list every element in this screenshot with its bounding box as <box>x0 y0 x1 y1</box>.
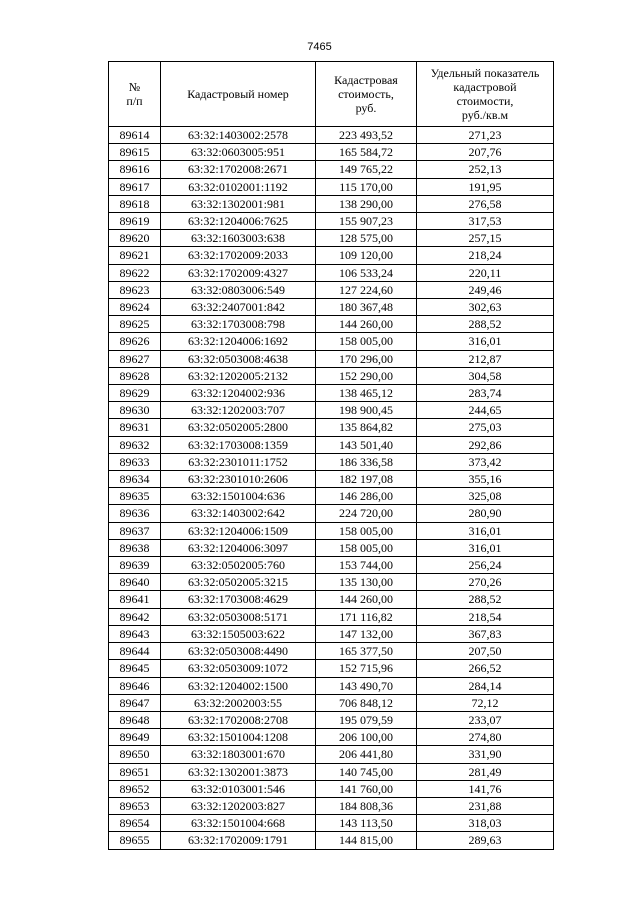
cell-num: 89624 <box>109 299 161 316</box>
cell-num: 89645 <box>109 660 161 677</box>
cell-cadastral-number: 63:32:0603005:951 <box>161 144 316 161</box>
cell-cadastral-value: 158 005,00 <box>316 522 417 539</box>
cell-specific-indicator: 302,63 <box>417 299 554 316</box>
table-header <box>109 62 554 127</box>
cell-cadastral-number: 63:32:1202003:827 <box>161 797 316 814</box>
table-row <box>109 144 554 161</box>
cell-specific-indicator: 325,08 <box>417 488 554 505</box>
cell-cadastral-number: 63:32:1603003:638 <box>161 230 316 247</box>
cell-num: 89616 <box>109 161 161 178</box>
cell-cadastral-number: 63:32:1202005:2132 <box>161 367 316 384</box>
header-line: стоимости, <box>456 94 514 108</box>
cell-num: 89631 <box>109 419 161 436</box>
cell-cadastral-number: 63:32:0503008:4490 <box>161 643 316 660</box>
cell-cadastral-number: 63:32:1204002:936 <box>161 385 316 402</box>
cell-specific-indicator: 218,54 <box>417 608 554 625</box>
cell-specific-indicator: 318,03 <box>417 815 554 832</box>
cell-cadastral-number: 63:32:1702008:2708 <box>161 711 316 728</box>
cell-specific-indicator: 292,86 <box>417 436 554 453</box>
cell-num: 89614 <box>109 127 161 144</box>
table-row <box>109 780 554 797</box>
cell-cadastral-number: 63:32:0502005:3215 <box>161 574 316 591</box>
table-row <box>109 247 554 264</box>
cell-cadastral-number: 63:32:0503008:4638 <box>161 350 316 367</box>
table-row <box>109 230 554 247</box>
cadastral-table <box>108 61 554 850</box>
table-row <box>109 178 554 195</box>
header-specific-indicator <box>417 62 554 127</box>
cell-num: 89621 <box>109 247 161 264</box>
header-line: кадастровой <box>453 80 517 94</box>
cell-specific-indicator: 244,65 <box>417 402 554 419</box>
table-row <box>109 643 554 660</box>
cell-cadastral-value: 143 501,40 <box>316 436 417 453</box>
table-body <box>109 127 554 850</box>
cell-cadastral-value: 144 815,00 <box>316 832 417 849</box>
header-cadastral-value <box>316 62 417 127</box>
cell-cadastral-value: 109 120,00 <box>316 247 417 264</box>
cell-cadastral-number: 63:32:1702009:4327 <box>161 264 316 281</box>
header-row <box>109 62 554 127</box>
cell-num: 89627 <box>109 350 161 367</box>
cell-cadastral-value: 141 760,00 <box>316 780 417 797</box>
cell-specific-indicator: 218,24 <box>417 247 554 264</box>
cell-num: 89630 <box>109 402 161 419</box>
cell-cadastral-number: 63:32:0503009:1072 <box>161 660 316 677</box>
cell-num: 89636 <box>109 505 161 522</box>
cell-num: 89622 <box>109 264 161 281</box>
table-row <box>109 419 554 436</box>
cell-num: 89643 <box>109 625 161 642</box>
cell-cadastral-value: 128 575,00 <box>316 230 417 247</box>
table-row <box>109 625 554 642</box>
table-row <box>109 281 554 298</box>
cell-num: 89623 <box>109 281 161 298</box>
cell-cadastral-number: 63:32:1702009:2033 <box>161 247 316 264</box>
cell-cadastral-number: 63:32:0102001:1192 <box>161 178 316 195</box>
cell-num: 89655 <box>109 832 161 849</box>
cell-specific-indicator: 281,49 <box>417 763 554 780</box>
cell-num: 89628 <box>109 367 161 384</box>
cell-num: 89642 <box>109 608 161 625</box>
cell-specific-indicator: 373,42 <box>417 453 554 470</box>
table-row <box>109 367 554 384</box>
cell-cadastral-number: 63:32:1703008:798 <box>161 316 316 333</box>
cell-specific-indicator: 283,74 <box>417 385 554 402</box>
cell-cadastral-value: 140 745,00 <box>316 763 417 780</box>
cell-cadastral-number: 63:32:1501004:636 <box>161 488 316 505</box>
cell-specific-indicator: 316,01 <box>417 522 554 539</box>
cell-specific-indicator: 355,16 <box>417 471 554 488</box>
cell-specific-indicator: 271,23 <box>417 127 554 144</box>
cell-num: 89635 <box>109 488 161 505</box>
cell-cadastral-number: 63:32:1702009:1791 <box>161 832 316 849</box>
cell-num: 89641 <box>109 591 161 608</box>
cell-specific-indicator: 252,13 <box>417 161 554 178</box>
cell-num: 89652 <box>109 780 161 797</box>
cell-num: 89620 <box>109 230 161 247</box>
cell-cadastral-number: 63:32:0103001:546 <box>161 780 316 797</box>
cell-specific-indicator: 212,87 <box>417 350 554 367</box>
table-row <box>109 471 554 488</box>
header-num <box>109 62 161 127</box>
cell-cadastral-value: 144 260,00 <box>316 316 417 333</box>
cell-cadastral-value: 135 864,82 <box>316 419 417 436</box>
header-line: п/п <box>126 94 143 108</box>
cell-cadastral-value: 152 290,00 <box>316 367 417 384</box>
cell-specific-indicator: 231,88 <box>417 797 554 814</box>
cell-num: 89654 <box>109 815 161 832</box>
cell-cadastral-value: 198 900,45 <box>316 402 417 419</box>
cell-cadastral-value: 706 848,12 <box>316 694 417 711</box>
cell-cadastral-value: 138 290,00 <box>316 195 417 212</box>
table-row <box>109 591 554 608</box>
cell-cadastral-number: 63:32:1703008:1359 <box>161 436 316 453</box>
cell-num: 89626 <box>109 333 161 350</box>
table-row <box>109 522 554 539</box>
cell-cadastral-value: 206 441,80 <box>316 746 417 763</box>
cell-num: 89644 <box>109 643 161 660</box>
cell-cadastral-value: 127 224,60 <box>316 281 417 298</box>
cell-cadastral-value: 115 170,00 <box>316 178 417 195</box>
cell-cadastral-value: 149 765,22 <box>316 161 417 178</box>
cell-cadastral-value: 143 490,70 <box>316 677 417 694</box>
table-row <box>109 436 554 453</box>
table-row <box>109 333 554 350</box>
header-line: руб./кв.м <box>461 108 509 122</box>
cell-num: 89638 <box>109 539 161 556</box>
cell-specific-indicator: 207,76 <box>417 144 554 161</box>
cell-specific-indicator: 141,76 <box>417 780 554 797</box>
cell-cadastral-value: 165 584,72 <box>316 144 417 161</box>
cell-cadastral-value: 206 100,00 <box>316 729 417 746</box>
cell-specific-indicator: 317,53 <box>417 213 554 230</box>
cell-cadastral-number: 63:32:0502005:2800 <box>161 419 316 436</box>
page-number: 7465 <box>307 41 332 53</box>
header-line: Кадастровый номер <box>187 87 289 101</box>
table-row <box>109 127 554 144</box>
cell-num: 89615 <box>109 144 161 161</box>
cell-num: 89650 <box>109 746 161 763</box>
cell-cadastral-number: 63:32:1204006:7625 <box>161 213 316 230</box>
cell-cadastral-number: 63:32:1703008:4629 <box>161 591 316 608</box>
cell-specific-indicator: 220,11 <box>417 264 554 281</box>
cell-specific-indicator: 284,14 <box>417 677 554 694</box>
table-row <box>109 815 554 832</box>
cell-cadastral-number: 63:32:1702008:2671 <box>161 161 316 178</box>
cell-num: 89653 <box>109 797 161 814</box>
cell-specific-indicator: 288,52 <box>417 316 554 333</box>
cell-specific-indicator: 249,46 <box>417 281 554 298</box>
cell-cadastral-number: 63:32:1204002:1500 <box>161 677 316 694</box>
cell-num: 89625 <box>109 316 161 333</box>
cell-specific-indicator: 256,24 <box>417 557 554 574</box>
table-row <box>109 195 554 212</box>
cell-cadastral-number: 63:32:2407001:842 <box>161 299 316 316</box>
cell-cadastral-number: 63:32:1403002:2578 <box>161 127 316 144</box>
cell-specific-indicator: 72,12 <box>417 694 554 711</box>
table-row <box>109 832 554 849</box>
cell-cadastral-value: 223 493,52 <box>316 127 417 144</box>
cell-num: 89633 <box>109 453 161 470</box>
cell-specific-indicator: 266,52 <box>417 660 554 677</box>
table-row <box>109 608 554 625</box>
cell-num: 89634 <box>109 471 161 488</box>
cell-num: 89637 <box>109 522 161 539</box>
table-row <box>109 677 554 694</box>
cell-num: 89646 <box>109 677 161 694</box>
table-row <box>109 505 554 522</box>
cell-cadastral-number: 63:32:1302001:981 <box>161 195 316 212</box>
header-line: стоимость, <box>338 87 394 101</box>
cell-num: 89648 <box>109 711 161 728</box>
cell-cadastral-value: 135 130,00 <box>316 574 417 591</box>
cell-specific-indicator: 367,83 <box>417 625 554 642</box>
table-row <box>109 694 554 711</box>
cell-cadastral-value: 184 808,36 <box>316 797 417 814</box>
cell-cadastral-value: 138 465,12 <box>316 385 417 402</box>
cell-cadastral-number: 63:32:1202003:707 <box>161 402 316 419</box>
cell-cadastral-number: 63:32:2301011:1752 <box>161 453 316 470</box>
table-row <box>109 264 554 281</box>
cell-num: 89617 <box>109 178 161 195</box>
cell-cadastral-value: 186 336,58 <box>316 453 417 470</box>
cell-specific-indicator: 257,15 <box>417 230 554 247</box>
table-row <box>109 729 554 746</box>
table-row <box>109 557 554 574</box>
table-row <box>109 488 554 505</box>
header-line: № <box>128 80 141 94</box>
cell-cadastral-number: 63:32:1302001:3873 <box>161 763 316 780</box>
table-row <box>109 316 554 333</box>
cell-cadastral-number: 63:32:1204006:1509 <box>161 522 316 539</box>
cell-specific-indicator: 274,80 <box>417 729 554 746</box>
table-row <box>109 385 554 402</box>
cell-cadastral-number: 63:32:1501004:1208 <box>161 729 316 746</box>
table-row <box>109 350 554 367</box>
table-row <box>109 746 554 763</box>
cell-specific-indicator: 233,07 <box>417 711 554 728</box>
cell-specific-indicator: 275,03 <box>417 419 554 436</box>
cell-cadastral-number: 63:32:0502005:760 <box>161 557 316 574</box>
cell-cadastral-number: 63:32:1505003:622 <box>161 625 316 642</box>
cell-cadastral-number: 63:32:1204006:1692 <box>161 333 316 350</box>
table-row <box>109 453 554 470</box>
header-line: руб. <box>355 101 377 115</box>
cell-num: 89619 <box>109 213 161 230</box>
cell-specific-indicator: 207,50 <box>417 643 554 660</box>
cell-cadastral-number: 63:32:1204006:3097 <box>161 539 316 556</box>
cell-specific-indicator: 276,58 <box>417 195 554 212</box>
cell-cadastral-value: 143 113,50 <box>316 815 417 832</box>
header-cadastral-number <box>161 62 316 127</box>
header-line: Кадастровая <box>334 73 398 87</box>
table-row <box>109 402 554 419</box>
cell-specific-indicator: 304,58 <box>417 367 554 384</box>
cell-cadastral-value: 195 079,59 <box>316 711 417 728</box>
table-row <box>109 539 554 556</box>
table-row <box>109 660 554 677</box>
cell-cadastral-number: 63:32:1403002:642 <box>161 505 316 522</box>
cell-specific-indicator: 316,01 <box>417 333 554 350</box>
cell-num: 89651 <box>109 763 161 780</box>
table-row <box>109 797 554 814</box>
cell-num: 89649 <box>109 729 161 746</box>
cell-specific-indicator: 270,26 <box>417 574 554 591</box>
header-line: Удельный показатель <box>430 66 540 80</box>
cell-cadastral-value: 171 116,82 <box>316 608 417 625</box>
cell-cadastral-number: 63:32:1803001:670 <box>161 746 316 763</box>
cell-cadastral-value: 147 132,00 <box>316 625 417 642</box>
cell-cadastral-value: 155 907,23 <box>316 213 417 230</box>
cell-cadastral-number: 63:32:1501004:668 <box>161 815 316 832</box>
table-row <box>109 299 554 316</box>
cell-specific-indicator: 316,01 <box>417 539 554 556</box>
cell-cadastral-value: 106 533,24 <box>316 264 417 281</box>
table-row <box>109 711 554 728</box>
cell-num: 89640 <box>109 574 161 591</box>
cell-cadastral-value: 165 377,50 <box>316 643 417 660</box>
cell-cadastral-value: 224 720,00 <box>316 505 417 522</box>
cell-cadastral-number: 63:32:0803006:549 <box>161 281 316 298</box>
cell-cadastral-value: 180 367,48 <box>316 299 417 316</box>
table-row <box>109 763 554 780</box>
cell-specific-indicator: 191,95 <box>417 178 554 195</box>
cell-specific-indicator: 289,63 <box>417 832 554 849</box>
table-row <box>109 161 554 178</box>
cell-cadastral-value: 152 715,96 <box>316 660 417 677</box>
cell-cadastral-number: 63:32:2301010:2606 <box>161 471 316 488</box>
cell-specific-indicator: 331,90 <box>417 746 554 763</box>
cell-specific-indicator: 288,52 <box>417 591 554 608</box>
cell-cadastral-value: 158 005,00 <box>316 333 417 350</box>
cell-cadastral-value: 170 296,00 <box>316 350 417 367</box>
cell-cadastral-number: 63:32:2002003:55 <box>161 694 316 711</box>
cell-num: 89639 <box>109 557 161 574</box>
cell-specific-indicator: 280,90 <box>417 505 554 522</box>
table-row <box>109 574 554 591</box>
cell-cadastral-number: 63:32:0503008:5171 <box>161 608 316 625</box>
cell-num: 89632 <box>109 436 161 453</box>
cell-cadastral-value: 158 005,00 <box>316 539 417 556</box>
cell-cadastral-value: 144 260,00 <box>316 591 417 608</box>
table-row <box>109 213 554 230</box>
cell-cadastral-value: 146 286,00 <box>316 488 417 505</box>
cell-cadastral-value: 153 744,00 <box>316 557 417 574</box>
cell-num: 89629 <box>109 385 161 402</box>
cell-num: 89618 <box>109 195 161 212</box>
cell-num: 89647 <box>109 694 161 711</box>
cell-cadastral-value: 182 197,08 <box>316 471 417 488</box>
